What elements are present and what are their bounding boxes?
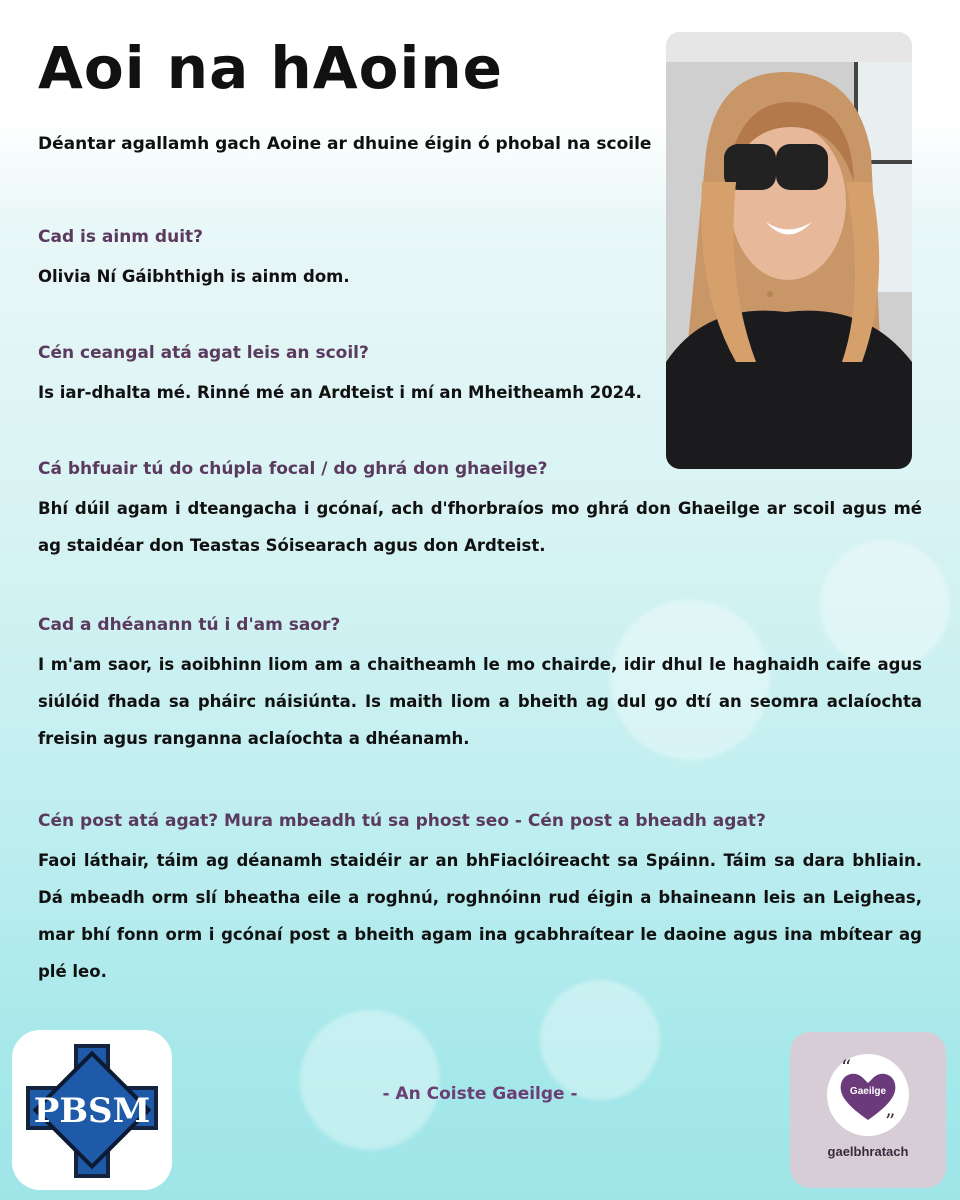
answer-text: Bhí dúil agam i dteangacha i gcónaí, ach d'fhorbraíos mo ghrá don Ghaeilge ar scoil agus mé ag staidéar don Teastas Sóisearach agus don Ardteist. xyxy=(38,499,922,555)
question-text: Cad is ainm duit? xyxy=(38,227,204,247)
page-title: Aoi na hAoine xyxy=(38,34,503,102)
qa-block-job xyxy=(38,808,922,990)
answer-text: Faoi láthair, táim ag déanamh staidéir ar an bhFiaclóireacht sa Spáinn. Táim sa dara bhliain. Dá mbeadh orm slí bheatha eile a roghnú, roghnóinn rud éigin a bhaineann leis an Leigheas, mar bhí fonn orm i gcónaí post a bheith agam ina gcabhraítear le daoine agus ina mbítear ag plé leo. xyxy=(38,851,922,981)
bokeh-decoration xyxy=(300,1010,440,1150)
qa-block-connection xyxy=(38,340,922,411)
question-text: Cén post atá agat? Mura mbeadh tú sa phost seo - Cén post a bheadh agat? xyxy=(38,811,766,831)
gaelbhratach-name: gaelbhratach xyxy=(827,1144,909,1159)
gaelbhratach-logo xyxy=(790,1032,946,1188)
answer-text: I m'am saor, is aoibhinn liom am a chaitheamh le mo chairde, idir dhul le haghaidh caife agus siúlóid fhada sa pháirc náisiúnta. Is maith liom a bheith ag dul go dtí an seomra aclaíochta freisin agus ranganna aclaíochta a dhéanamh. xyxy=(38,655,922,748)
question-text: Cad a dhéanann tú i d'am saor? xyxy=(38,615,341,635)
answer-text: Is iar-dhalta mé. Rinné mé an Ardteist i mí an Mheitheamh 2024. xyxy=(38,383,642,402)
gaelbhratach-badge xyxy=(827,1054,909,1136)
page-subtitle: Déantar agallamh gach Aoine ar dhuine éigin ó phobal na scoile xyxy=(38,134,652,154)
footer-signature: - An Coiste Gaeilge - xyxy=(382,1084,578,1104)
qa-block-free-time xyxy=(38,612,922,757)
question-text: Cén ceangal atá agat leis an scoil? xyxy=(38,343,369,363)
question-text: Cá bhfuair tú do chúpla focal / do ghrá don ghaeilge? xyxy=(38,459,548,479)
school-crest-monogram: PBSM xyxy=(33,1091,151,1131)
answer-text: Olivia Ní Gáibhthigh is ainm dom. xyxy=(38,267,350,286)
gaelbhratach-word: Gaeilge xyxy=(849,1086,887,1097)
school-crest-icon xyxy=(12,1030,172,1190)
bokeh-decoration xyxy=(540,980,660,1100)
quote-open-icon: “ xyxy=(841,1055,852,1079)
qa-block-irish-love xyxy=(38,456,922,564)
quote-close-icon: ” xyxy=(885,1109,896,1133)
qa-block-name xyxy=(38,224,922,295)
heart-icon xyxy=(827,1054,909,1136)
school-crest-logo xyxy=(12,1030,172,1190)
